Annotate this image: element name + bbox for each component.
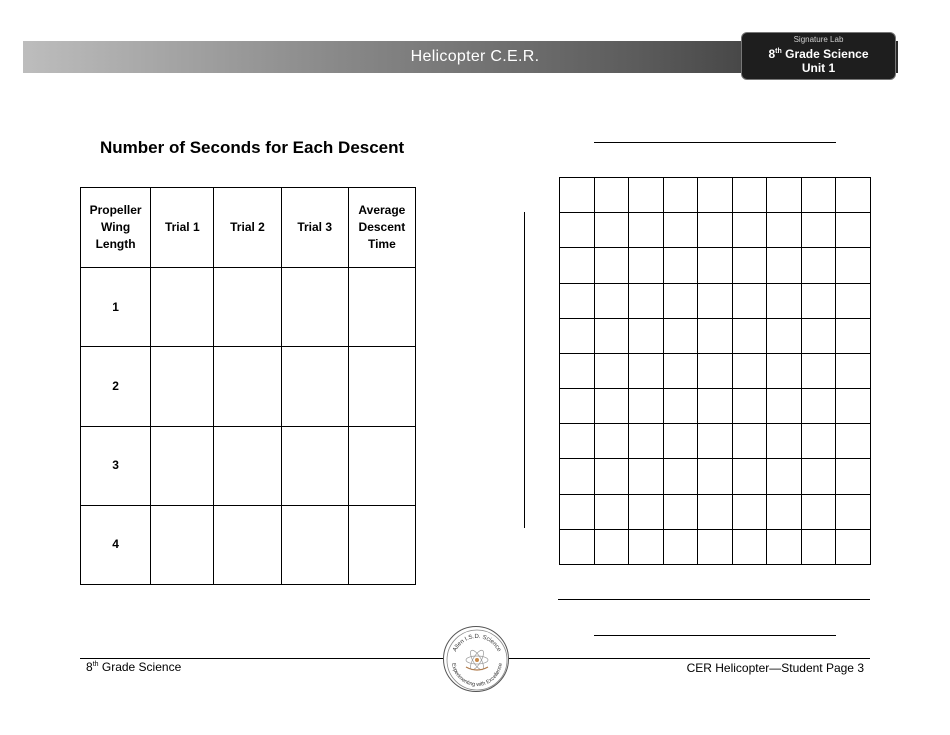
graph-cell[interactable] xyxy=(698,495,733,530)
trial-cell[interactable] xyxy=(281,268,348,347)
trial-cell[interactable] xyxy=(214,426,281,505)
graph-cell[interactable] xyxy=(836,530,871,565)
graph-cell[interactable] xyxy=(595,284,630,319)
header-line: Descent xyxy=(358,220,406,235)
graph-cell[interactable] xyxy=(767,213,802,248)
graph-cell[interactable] xyxy=(767,530,802,565)
row-label: 3 xyxy=(81,426,151,505)
graph-cell[interactable] xyxy=(664,424,699,459)
graph-cell[interactable] xyxy=(595,530,630,565)
graph-cell[interactable] xyxy=(836,213,871,248)
graph-cell[interactable] xyxy=(664,389,699,424)
graph-cell[interactable] xyxy=(698,178,733,213)
graph-cell[interactable] xyxy=(767,248,802,283)
graph-cell[interactable] xyxy=(733,530,768,565)
graph-cell[interactable] xyxy=(560,213,595,248)
table-row xyxy=(81,426,416,505)
graph-cell[interactable] xyxy=(629,530,664,565)
graph-cell[interactable] xyxy=(698,213,733,248)
graph-cell[interactable] xyxy=(733,459,768,494)
trial-cell[interactable] xyxy=(281,426,348,505)
graph-cell[interactable] xyxy=(629,424,664,459)
table-title: Number of Seconds for Each Descent xyxy=(100,138,405,157)
average-cell[interactable] xyxy=(348,268,415,347)
graph-cell[interactable] xyxy=(698,459,733,494)
average-cell[interactable] xyxy=(348,347,415,426)
trial-cell[interactable] xyxy=(214,268,281,347)
trial-cell[interactable] xyxy=(151,268,214,347)
graph-cell[interactable] xyxy=(836,319,871,354)
graph-cell[interactable] xyxy=(802,495,837,530)
graph-cell[interactable] xyxy=(802,459,837,494)
graph-cell[interactable] xyxy=(560,495,595,530)
graph-cell[interactable] xyxy=(802,284,837,319)
badge-grade-text: Grade Science xyxy=(781,47,869,61)
graph-cell[interactable] xyxy=(560,354,595,389)
graph-cell[interactable] xyxy=(767,495,802,530)
graph-cell[interactable] xyxy=(629,354,664,389)
badge-grade-suffix: th xyxy=(775,48,782,55)
header-trial-2: Trial 2 xyxy=(214,188,281,268)
trial-cell[interactable] xyxy=(151,426,214,505)
graph-cell[interactable] xyxy=(560,319,595,354)
graph-cell[interactable] xyxy=(595,213,630,248)
graph-cell[interactable] xyxy=(595,389,630,424)
graph-cell[interactable] xyxy=(802,248,837,283)
graph-title-line[interactable] xyxy=(594,142,836,143)
table-header-row xyxy=(81,188,416,268)
graph-cell[interactable] xyxy=(629,319,664,354)
footer-grade-text: Grade Science xyxy=(98,660,182,674)
trial-cell[interactable] xyxy=(151,505,214,584)
graph-cell[interactable] xyxy=(733,424,768,459)
header-line: Average xyxy=(358,203,406,218)
graph-cell[interactable] xyxy=(836,495,871,530)
header-line: Time xyxy=(367,237,396,252)
graph-cell[interactable] xyxy=(836,248,871,283)
graph-cell[interactable] xyxy=(836,459,871,494)
header-line: Length xyxy=(95,237,136,252)
footer-grade-number: 8 xyxy=(86,660,93,674)
graph-cell[interactable] xyxy=(836,424,871,459)
x-axis-scale-line[interactable] xyxy=(558,599,870,600)
header-trial-3: Trial 3 xyxy=(281,188,348,268)
graph-cell[interactable] xyxy=(629,213,664,248)
y-axis-label-line[interactable] xyxy=(524,212,525,528)
graph-cell[interactable] xyxy=(560,178,595,213)
graph-cell[interactable] xyxy=(836,389,871,424)
graph-cell[interactable] xyxy=(629,459,664,494)
graph-cell[interactable] xyxy=(802,319,837,354)
graph-cell[interactable] xyxy=(733,495,768,530)
lab-badge xyxy=(741,32,896,80)
footer-grade-suffix: th xyxy=(92,661,99,668)
graph-cell[interactable] xyxy=(802,389,837,424)
graph-cell[interactable] xyxy=(802,424,837,459)
graph-cell[interactable] xyxy=(629,389,664,424)
graph-cell[interactable] xyxy=(664,248,699,283)
graph-cell[interactable] xyxy=(836,178,871,213)
graph-cell[interactable] xyxy=(733,389,768,424)
graph-cell[interactable] xyxy=(560,284,595,319)
badge-lab: Signature Lab xyxy=(793,35,844,44)
header-trial-1: Trial 1 xyxy=(151,188,214,268)
graph-cell[interactable] xyxy=(664,495,699,530)
badge-unit: Unit 1 xyxy=(801,61,836,75)
badge-grade xyxy=(742,45,895,61)
graph-cell[interactable] xyxy=(836,284,871,319)
row-label: 4 xyxy=(81,505,151,584)
header-average-descent-time xyxy=(348,188,415,268)
trial-cell[interactable] xyxy=(281,505,348,584)
graph-cell[interactable] xyxy=(836,354,871,389)
graph-cell[interactable] xyxy=(595,459,630,494)
graph-cell[interactable] xyxy=(664,530,699,565)
graph-cell[interactable] xyxy=(664,284,699,319)
header-line: Wing xyxy=(100,220,131,235)
footer-grade xyxy=(86,660,181,674)
header-propeller-wing-length xyxy=(81,188,151,268)
graph-cell[interactable] xyxy=(733,319,768,354)
graph-cell[interactable] xyxy=(595,178,630,213)
graph-cell[interactable] xyxy=(698,284,733,319)
trial-cell[interactable] xyxy=(281,347,348,426)
graph-cell[interactable] xyxy=(560,248,595,283)
graph-cell[interactable] xyxy=(698,389,733,424)
graph-cell[interactable] xyxy=(664,354,699,389)
graph-cell[interactable] xyxy=(629,284,664,319)
row-label: 2 xyxy=(81,347,151,426)
header-line: Propeller xyxy=(89,203,142,218)
graph-cell[interactable] xyxy=(733,284,768,319)
graph-cell[interactable] xyxy=(767,459,802,494)
table-row xyxy=(81,347,416,426)
graph-cell[interactable] xyxy=(595,319,630,354)
graph-cell[interactable] xyxy=(664,178,699,213)
district-seal-logo xyxy=(443,626,509,692)
graph-cell[interactable] xyxy=(767,319,802,354)
graph-cell[interactable] xyxy=(767,284,802,319)
graph-cell[interactable] xyxy=(595,495,630,530)
graph-cell[interactable] xyxy=(733,178,768,213)
graph-cell[interactable] xyxy=(629,178,664,213)
graph-cell[interactable] xyxy=(767,354,802,389)
badge-grade-number: 8 xyxy=(768,47,776,61)
graph-cell[interactable] xyxy=(595,248,630,283)
graph-cell[interactable] xyxy=(629,495,664,530)
graph-cell[interactable] xyxy=(698,530,733,565)
trial-cell[interactable] xyxy=(214,505,281,584)
graph-cell[interactable] xyxy=(664,213,699,248)
graph-cell[interactable] xyxy=(802,354,837,389)
table-row xyxy=(81,505,416,584)
graph-cell[interactable] xyxy=(698,319,733,354)
graph-cell[interactable] xyxy=(560,424,595,459)
graph-cell[interactable] xyxy=(802,178,837,213)
average-cell[interactable] xyxy=(348,505,415,584)
graph-cell[interactable] xyxy=(664,459,699,494)
trial-cell[interactable] xyxy=(151,347,214,426)
trial-cell[interactable] xyxy=(214,347,281,426)
average-cell[interactable] xyxy=(348,426,415,505)
table-row xyxy=(81,268,416,347)
graph-cell[interactable] xyxy=(698,424,733,459)
graph-cell[interactable] xyxy=(767,178,802,213)
graph-cell[interactable] xyxy=(733,213,768,248)
graph-cell[interactable] xyxy=(595,424,630,459)
graph-cell[interactable] xyxy=(698,354,733,389)
graph-cell[interactable] xyxy=(767,424,802,459)
graph-cell[interactable] xyxy=(802,213,837,248)
graph-cell[interactable] xyxy=(560,389,595,424)
page-title: Helicopter C.E.R. xyxy=(410,48,540,65)
graph-cell[interactable] xyxy=(733,354,768,389)
graph-cell[interactable] xyxy=(664,319,699,354)
svg-text:Experimenting with Excellence: Experimenting with Excellence xyxy=(450,662,504,689)
graph-cell[interactable] xyxy=(767,389,802,424)
x-axis-label-line[interactable] xyxy=(594,635,836,636)
svg-text:Allen I.S.D. Science: Allen I.S.D. Science xyxy=(452,633,502,653)
footer-page-label: CER Helicopter—Student Page 3 xyxy=(686,661,864,675)
graph-grid[interactable] xyxy=(559,177,871,565)
graph-cell[interactable] xyxy=(733,248,768,283)
graph-cell[interactable] xyxy=(802,530,837,565)
seal-graphic xyxy=(444,627,510,693)
row-label: 1 xyxy=(81,268,151,347)
graph-cell[interactable] xyxy=(629,248,664,283)
graph-cell[interactable] xyxy=(560,459,595,494)
graph-cell[interactable] xyxy=(595,354,630,389)
descent-table xyxy=(80,187,416,585)
graph-cell[interactable] xyxy=(560,530,595,565)
graph-cell[interactable] xyxy=(698,248,733,283)
